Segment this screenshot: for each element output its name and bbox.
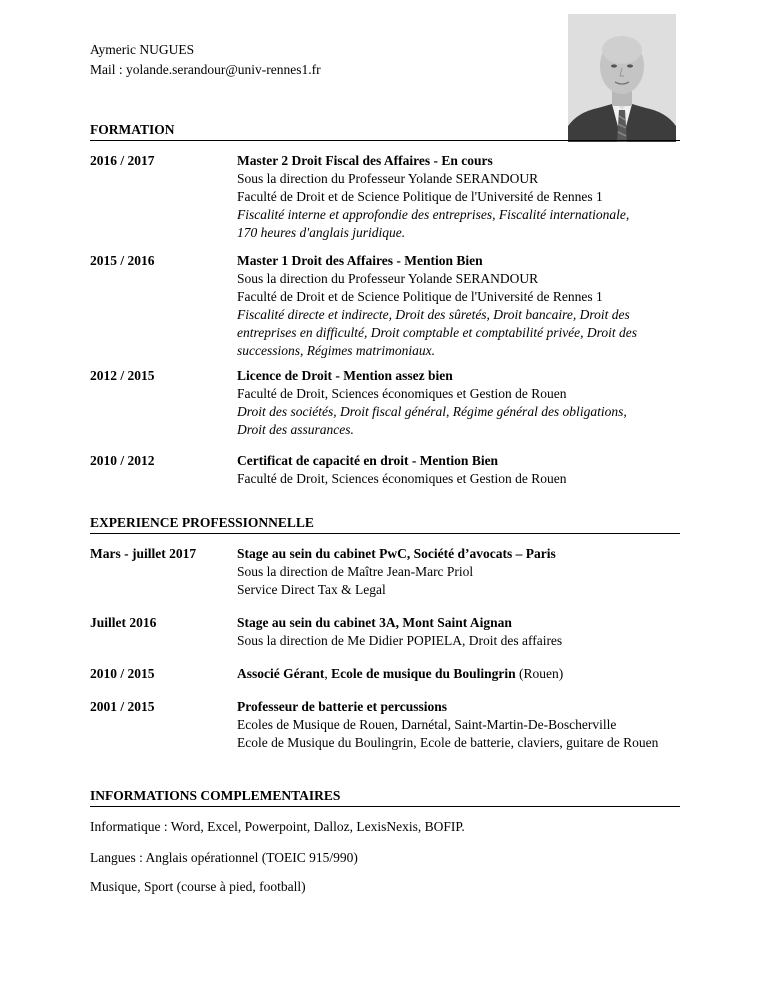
entry-courses: successions, Régimes matrimoniaux. xyxy=(237,343,435,358)
entry-line: Faculté de Droit et de Science Politique de l'Université de Rennes 1 xyxy=(237,289,603,304)
entry-title: Professeur de batterie et percussions xyxy=(237,699,447,714)
entry-line: Sous la direction du Professeur Yolande SERANDOUR xyxy=(237,171,539,186)
person-name: Aymeric NUGUES xyxy=(90,42,195,57)
info-heading: INFORMATIONS COMPLEMENTAIRES xyxy=(90,787,680,807)
info-section xyxy=(90,787,680,807)
entry-date: Juillet 2016 xyxy=(90,615,157,630)
info-line: Musique, Sport (course à pied, football) xyxy=(90,879,306,894)
entry-date: 2012 / 2015 xyxy=(90,368,155,383)
entry-courses: entreprises en difficulté, Droit comptable et comptabilité privée, Droit des xyxy=(237,325,638,340)
entry-date: 2015 / 2016 xyxy=(90,253,155,268)
entry-line: Sous la direction du Professeur Yolande SERANDOUR xyxy=(237,271,539,286)
entry-date: 2001 / 2015 xyxy=(90,699,155,714)
entry-courses: 170 heures d'anglais juridique. xyxy=(237,225,406,240)
entry-title: Stage au sein du cabinet PwC, Société d’avocats – Paris xyxy=(237,546,556,561)
entry-title: Master 2 Droit Fiscal des Affaires - En cours xyxy=(237,153,493,168)
entry-courses: Fiscalité interne et approfondie des entreprises, Fiscalité internationale, xyxy=(237,207,630,222)
entry-title: Certificat de capacité en droit - Mention Bien xyxy=(237,453,499,468)
experience-section xyxy=(90,514,680,534)
entry-organization: Ecole de musique du Boulingrin xyxy=(331,666,516,681)
formation-section xyxy=(90,121,680,141)
info-line: Langues : Anglais opérationnel (TOEIC 915/990) xyxy=(90,850,358,865)
entry-line: Sous la direction de Me Didier POPIELA, Droit des affaires xyxy=(237,633,563,648)
entry-line: Faculté de Droit, Sciences économiques et Gestion de Rouen xyxy=(237,471,567,486)
info-line: Informatique : Word, Excel, Powerpoint, Dalloz, LexisNexis, BOFIP. xyxy=(90,819,465,834)
entry-title: Stage au sein du cabinet 3A, Mont Saint Aignan xyxy=(237,615,512,630)
entry-date: Mars - juillet 2017 xyxy=(90,546,197,561)
entry-line: Ecoles de Musique de Rouen, Darnétal, Saint-Martin-De-Boscherville xyxy=(237,717,617,732)
entry-courses: Droit des assurances. xyxy=(237,422,354,437)
entry-date: 2010 / 2015 xyxy=(90,666,155,681)
entry-role: Associé Gérant xyxy=(237,666,325,681)
email-line: Mail : yolande.serandour@univ-rennes1.fr xyxy=(90,62,321,77)
entry-title: Licence de Droit - Mention assez bien xyxy=(237,368,453,383)
experience-heading: EXPERIENCE PROFESSIONNELLE xyxy=(90,514,680,534)
entry-courses: Droit des sociétés, Droit fiscal général, Régime général des obligations, xyxy=(237,404,627,419)
entry-line: Faculté de Droit et de Science Politique de l'Université de Rennes 1 xyxy=(237,189,603,204)
entry-date: 2010 / 2012 xyxy=(90,453,155,468)
entry-separator: , xyxy=(324,666,332,681)
entry-line: Sous la direction de Maître Jean-Marc Priol xyxy=(237,564,474,579)
entry-date: 2016 / 2017 xyxy=(90,153,155,168)
formation-heading: FORMATION xyxy=(90,121,680,141)
entry-courses: Fiscalité directe et indirecte, Droit des sûretés, Droit bancaire, Droit des xyxy=(237,307,630,322)
entry-line: Faculté de Droit, Sciences économiques et Gestion de Rouen xyxy=(237,386,567,401)
entry-line: Service Direct Tax & Legal xyxy=(237,582,386,597)
entry-line: Ecole de Musique du Boulingrin, Ecole de batterie, claviers, guitare de Rouen xyxy=(237,735,659,750)
entry-title: Master 1 Droit des Affaires - Mention Bien xyxy=(237,253,483,268)
header-contact xyxy=(90,40,321,80)
entry-location: (Rouen) xyxy=(515,666,564,681)
entry-title xyxy=(237,665,682,683)
